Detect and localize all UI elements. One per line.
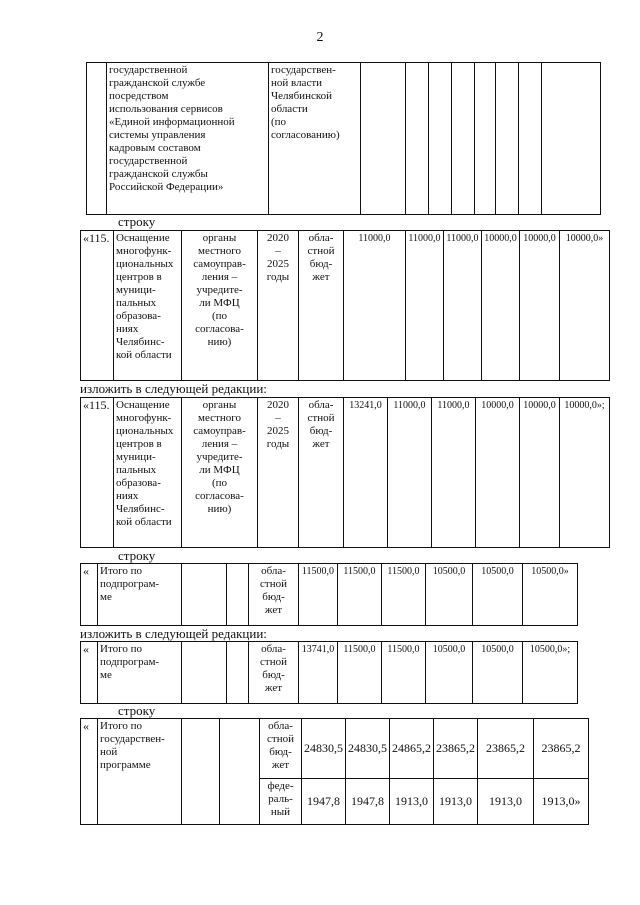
value-cell: 23865,2 xyxy=(434,719,478,779)
value-cell: 1913,0 xyxy=(478,779,534,825)
value-cell: 11500,0 xyxy=(338,564,382,626)
value-cell: 13741,0 xyxy=(299,642,338,704)
empty-cell xyxy=(182,564,227,626)
text-line: государственной xyxy=(109,64,188,76)
text-line: Челябинс- xyxy=(116,336,165,348)
text-line: ли МФЦ xyxy=(199,297,240,309)
text-line: ме xyxy=(100,669,112,681)
text-line: Челябинс- xyxy=(116,503,165,515)
value-cell: 10500,0 xyxy=(426,564,473,626)
source-cell xyxy=(299,398,344,548)
text-line: бюд- xyxy=(309,425,333,437)
executor-cell xyxy=(182,231,258,381)
source-cell xyxy=(299,231,344,381)
empty-cell xyxy=(182,719,220,825)
source-cell xyxy=(249,642,299,704)
value-cell: 24830,5 xyxy=(346,719,390,779)
value-cell: 11500,0 xyxy=(382,642,426,704)
executor-cell xyxy=(269,63,361,215)
text-line: циональных xyxy=(116,258,174,270)
text-line: бюд- xyxy=(262,669,285,681)
text-line: государственной xyxy=(109,155,188,167)
text-line: раль- xyxy=(268,793,293,805)
value-cell: 11500,0 xyxy=(299,564,338,626)
empty-cell xyxy=(220,719,260,825)
source-cell xyxy=(249,564,299,626)
text-line: обла- xyxy=(261,565,286,577)
text-line: Итого по xyxy=(100,720,142,732)
value-cell: 11500,0 xyxy=(338,642,382,704)
text-line: ной власти xyxy=(271,77,323,89)
text-line: стной xyxy=(307,412,335,424)
text-line: местного xyxy=(198,245,241,257)
value-cell: 23865,2 xyxy=(534,719,589,779)
value-cell: 10000,0» xyxy=(560,231,610,381)
label-stroku: строку xyxy=(118,703,156,718)
empty-cell xyxy=(496,63,519,215)
text-line: стной xyxy=(307,245,335,257)
text-line: многофунк- xyxy=(116,245,172,257)
text-line: 2020 xyxy=(267,399,289,411)
value-cell: 1947,8 xyxy=(346,779,390,825)
text-line: согласова- xyxy=(195,323,244,335)
value-cell: 1913,0 xyxy=(434,779,478,825)
quote-cell: « xyxy=(81,719,98,825)
event-name-cell xyxy=(98,564,182,626)
text-line: циональных xyxy=(116,425,174,437)
text-line: (по xyxy=(211,477,228,489)
value-cell: 10500,0» xyxy=(523,564,578,626)
text-line: «Единой информационной xyxy=(109,116,235,128)
text-line: обла- xyxy=(261,643,286,655)
event-name-cell xyxy=(114,231,182,381)
text-line: – xyxy=(275,245,281,257)
value-cell: 10000,0 xyxy=(476,398,520,548)
event-name-cell xyxy=(98,719,182,825)
text-line: образова- xyxy=(116,310,161,322)
value-cell: 10000,0 xyxy=(482,231,520,381)
row-number: «115. xyxy=(81,398,114,548)
text-line: органы xyxy=(202,232,237,244)
text-line: стной xyxy=(267,733,294,745)
value-cell: 24865,2 xyxy=(390,719,434,779)
text-line: кой области xyxy=(116,349,172,361)
empty-cell xyxy=(475,63,496,215)
value-cell: 11500,0 xyxy=(382,564,426,626)
text-line: Оснащение xyxy=(116,399,170,411)
text-line: обла- xyxy=(308,232,334,244)
table-program-total xyxy=(80,718,589,825)
table-subtotal-old xyxy=(80,563,578,626)
value-cell: 10000,0»; xyxy=(560,398,610,548)
value-cell: 10000,0 xyxy=(520,231,560,381)
value-cell: 11000,0 xyxy=(388,398,432,548)
text-line: посредством xyxy=(109,90,169,102)
text-line: стной xyxy=(260,656,287,668)
value-cell: 11000,0 xyxy=(444,231,482,381)
text-line: самоуправ- xyxy=(193,258,246,270)
empty-cell xyxy=(429,63,452,215)
text-line: стной xyxy=(260,578,287,590)
text-line: годы xyxy=(266,271,290,283)
text-line: государствен- xyxy=(100,733,165,745)
label-izlozhit: изложить в следующей редакции: xyxy=(80,626,267,641)
empty-cell xyxy=(452,63,475,215)
text-line: обла- xyxy=(308,399,334,411)
text-line: годы xyxy=(266,438,290,450)
source-cell xyxy=(260,779,302,825)
table-row-115-old xyxy=(80,230,610,381)
empty-cell xyxy=(542,63,601,215)
quote-cell: « xyxy=(81,642,98,704)
text-line: подпрограм- xyxy=(100,578,160,590)
term-cell xyxy=(258,231,299,381)
quote-cell: « xyxy=(81,564,98,626)
text-line: нию) xyxy=(207,336,232,348)
text-line: ления – xyxy=(201,438,238,450)
text-line: согласова- xyxy=(195,490,244,502)
value-cell: 13241,0 xyxy=(344,398,388,548)
text-line: бюд- xyxy=(309,258,333,270)
text-line: ный xyxy=(270,806,291,818)
text-line: ления – xyxy=(201,271,238,283)
table-row-115-new xyxy=(80,397,610,548)
text-line: Итого по xyxy=(100,565,142,577)
text-line: ной xyxy=(100,746,118,758)
executor-cell xyxy=(182,398,258,548)
text-line: обла- xyxy=(268,720,293,732)
text-line: 2025 xyxy=(267,258,289,270)
text-line: самоуправ- xyxy=(193,425,246,437)
event-name-cell xyxy=(98,642,182,704)
text-line: подпрограм- xyxy=(100,656,160,668)
value-cell: 10500,0 xyxy=(426,642,473,704)
text-line: (по xyxy=(211,310,228,322)
text-line: использования сервисов xyxy=(109,103,223,115)
text-line: центров в xyxy=(116,438,162,450)
text-line: органы xyxy=(202,399,237,411)
text-line: ниях xyxy=(116,490,139,502)
text-line: жет xyxy=(264,682,283,694)
label-izlozhit: изложить в следующей редакции: xyxy=(80,381,267,396)
label-stroku: строку xyxy=(118,548,156,563)
text-line: кадровым составом xyxy=(109,142,201,154)
term-cell xyxy=(258,398,299,548)
text-line: многофунк- xyxy=(116,412,172,424)
event-name-cell xyxy=(114,398,182,548)
text-line: бюд- xyxy=(262,591,285,603)
empty-cell xyxy=(519,63,542,215)
text-line: ме xyxy=(100,591,112,603)
text-line: пальных xyxy=(116,297,157,309)
text-line: гражданской службы xyxy=(109,168,208,180)
text-line: Итого по xyxy=(100,643,142,655)
empty-cell xyxy=(227,564,249,626)
text-line: местного xyxy=(198,412,241,424)
text-line: Оснащение xyxy=(116,232,170,244)
number-cell xyxy=(87,63,107,215)
text-line: учредите- xyxy=(196,451,243,463)
value-cell: 11000,0 xyxy=(344,231,406,381)
text-line: феде- xyxy=(267,780,294,792)
text-line: муници- xyxy=(116,284,156,296)
value-cell: 23865,2 xyxy=(478,719,534,779)
text-line: нию) xyxy=(207,503,232,515)
text-line: жет xyxy=(264,604,283,616)
text-line: системы управления xyxy=(109,129,206,141)
text-line: Российской Федерации» xyxy=(109,181,224,193)
empty-cell xyxy=(182,642,227,704)
text-line: 2020 xyxy=(267,232,289,244)
text-line: бюд- xyxy=(269,746,292,758)
label-stroku: строку xyxy=(118,214,156,229)
table-subtotal-new xyxy=(80,641,578,704)
empty-cell xyxy=(406,63,429,215)
text-line: ниях xyxy=(116,323,139,335)
event-name-cell xyxy=(107,63,269,215)
text-line: – xyxy=(275,412,281,424)
value-cell: 10500,0 xyxy=(473,642,523,704)
value-cell: 10000,0 xyxy=(520,398,560,548)
value-cell: 11000,0 xyxy=(432,398,476,548)
row-number: «115. xyxy=(81,231,114,381)
empty-cell xyxy=(361,63,406,215)
text-line: учредите- xyxy=(196,284,243,296)
text-line: муници- xyxy=(116,451,156,463)
value-cell: 10500,0 xyxy=(473,564,523,626)
text-line: образова- xyxy=(116,477,161,489)
text-line: (по xyxy=(271,116,287,128)
value-cell: 24830,5 xyxy=(302,719,346,779)
page-number: 2 xyxy=(316,30,324,45)
text-line: ли МФЦ xyxy=(199,464,240,476)
text-line: центров в xyxy=(116,271,162,283)
empty-cell xyxy=(227,642,249,704)
text-line: программе xyxy=(100,759,151,771)
text-line: гражданской службе xyxy=(109,77,206,89)
text-line: кой области xyxy=(116,516,172,528)
value-cell: 11000,0 xyxy=(406,231,444,381)
text-line: пальных xyxy=(116,464,157,476)
value-cell: 1947,8 xyxy=(302,779,346,825)
table-top-continuation xyxy=(86,62,601,215)
text-line: государствен- xyxy=(271,64,336,76)
source-cell xyxy=(260,719,302,779)
text-line: Челябинской xyxy=(271,90,333,102)
value-cell: 1913,0 xyxy=(390,779,434,825)
text-line: области xyxy=(271,103,308,115)
text-line: жет xyxy=(312,438,330,450)
text-line: согласованию) xyxy=(271,129,340,141)
text-line: 2025 xyxy=(267,425,289,437)
text-line: жет xyxy=(312,271,330,283)
value-cell: 1913,0» xyxy=(534,779,589,825)
value-cell: 10500,0»; xyxy=(523,642,578,704)
text-line: жет xyxy=(271,759,290,771)
